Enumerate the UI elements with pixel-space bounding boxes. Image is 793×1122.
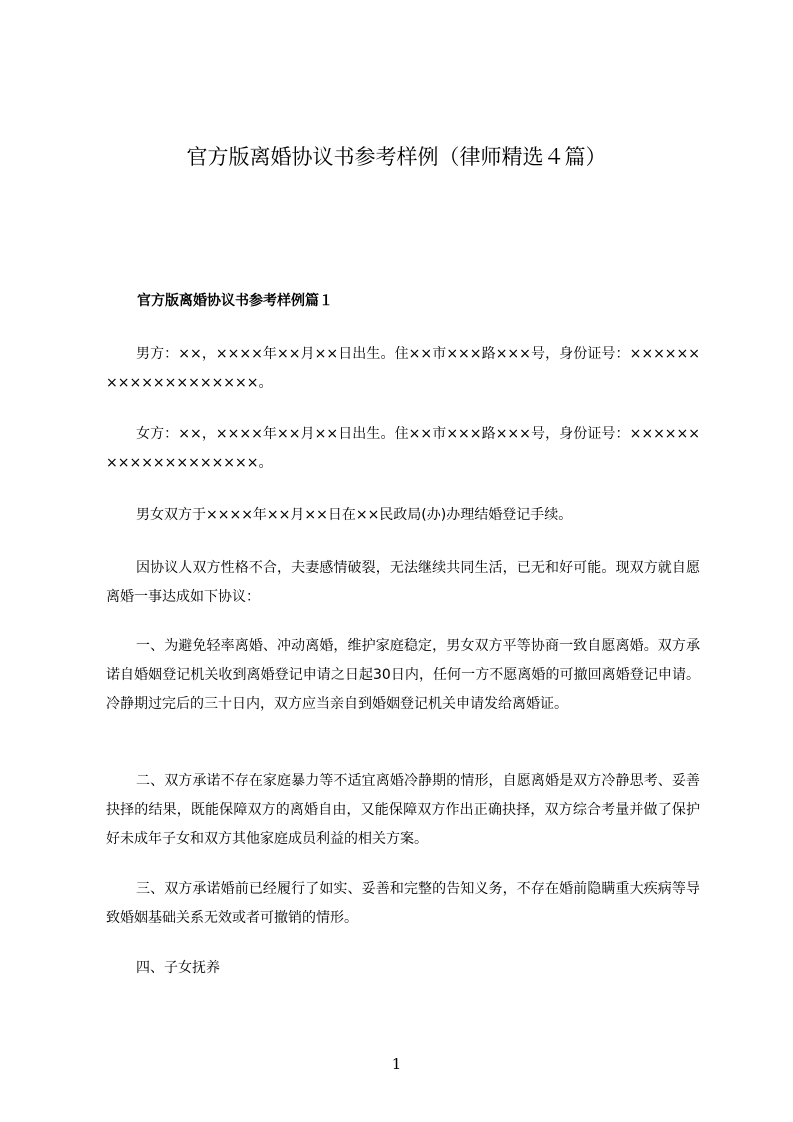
paragraph-clause-one: 一、为避免轻率离婚、冲动离婚，维护家庭稳定，男女双方平等协商一致自愿离婚。双方承诺自婚姻登记机关收到离婚登记申请之日起30日内，任何一方不愿离婚的可撤回离婚登记申请。冷静期过完后的三十日内，双方应当亲自到婚姻登记机关申请发给离婚证。 <box>106 638 700 712</box>
paragraph-clause-three: 三、双方承诺婚前已经履行了如实、妥善和完整的告知义务，不存在婚前隐瞒重大疾病等导致婚姻基础关系无效或者可撤销的情形。 <box>106 881 700 926</box>
page-number: 1 <box>391 1055 402 1073</box>
paragraph-divorce-reason: 因协议人双方性格不合，夫妻感情破裂，无法继续共同生活，已无和好可能。现双方就自愿离婚一事达成如下协议： <box>106 560 700 605</box>
paragraph-female-party: 女方：××，××××年××月××日出生。住××市×××路×××号，身份证号：×××××××××××××××××××。 <box>106 426 700 471</box>
document-title: 官方版离婚协议书参考样例（律师精选４篇） <box>186 145 607 169</box>
paragraph-marriage-registration: 男女双方于××××年××月××日在××民政局(办)办理结婚登记手续。 <box>136 507 573 523</box>
paragraph-clause-two: 二、双方承诺不存在家庭暴力等不适宜离婚冷静期的情形，自愿离婚是双方冷静思考、妥善抉择的结果，既能保障双方的离婚自由，又能保障双方作出正确抉择，双方综合考量并做了保护好未成年子女和双方其他家庭成员利益的相关方案。 <box>106 773 700 847</box>
section-heading: 官方版离婚协议书参考样例篇１ <box>137 293 333 309</box>
paragraph-male-party: 男方：××，××××年××月××日出生。住××市×××路×××号，身份证号：×××××××××××××××××××。 <box>106 346 700 391</box>
paragraph-clause-four-heading: 四、子女抚养 <box>136 960 220 976</box>
